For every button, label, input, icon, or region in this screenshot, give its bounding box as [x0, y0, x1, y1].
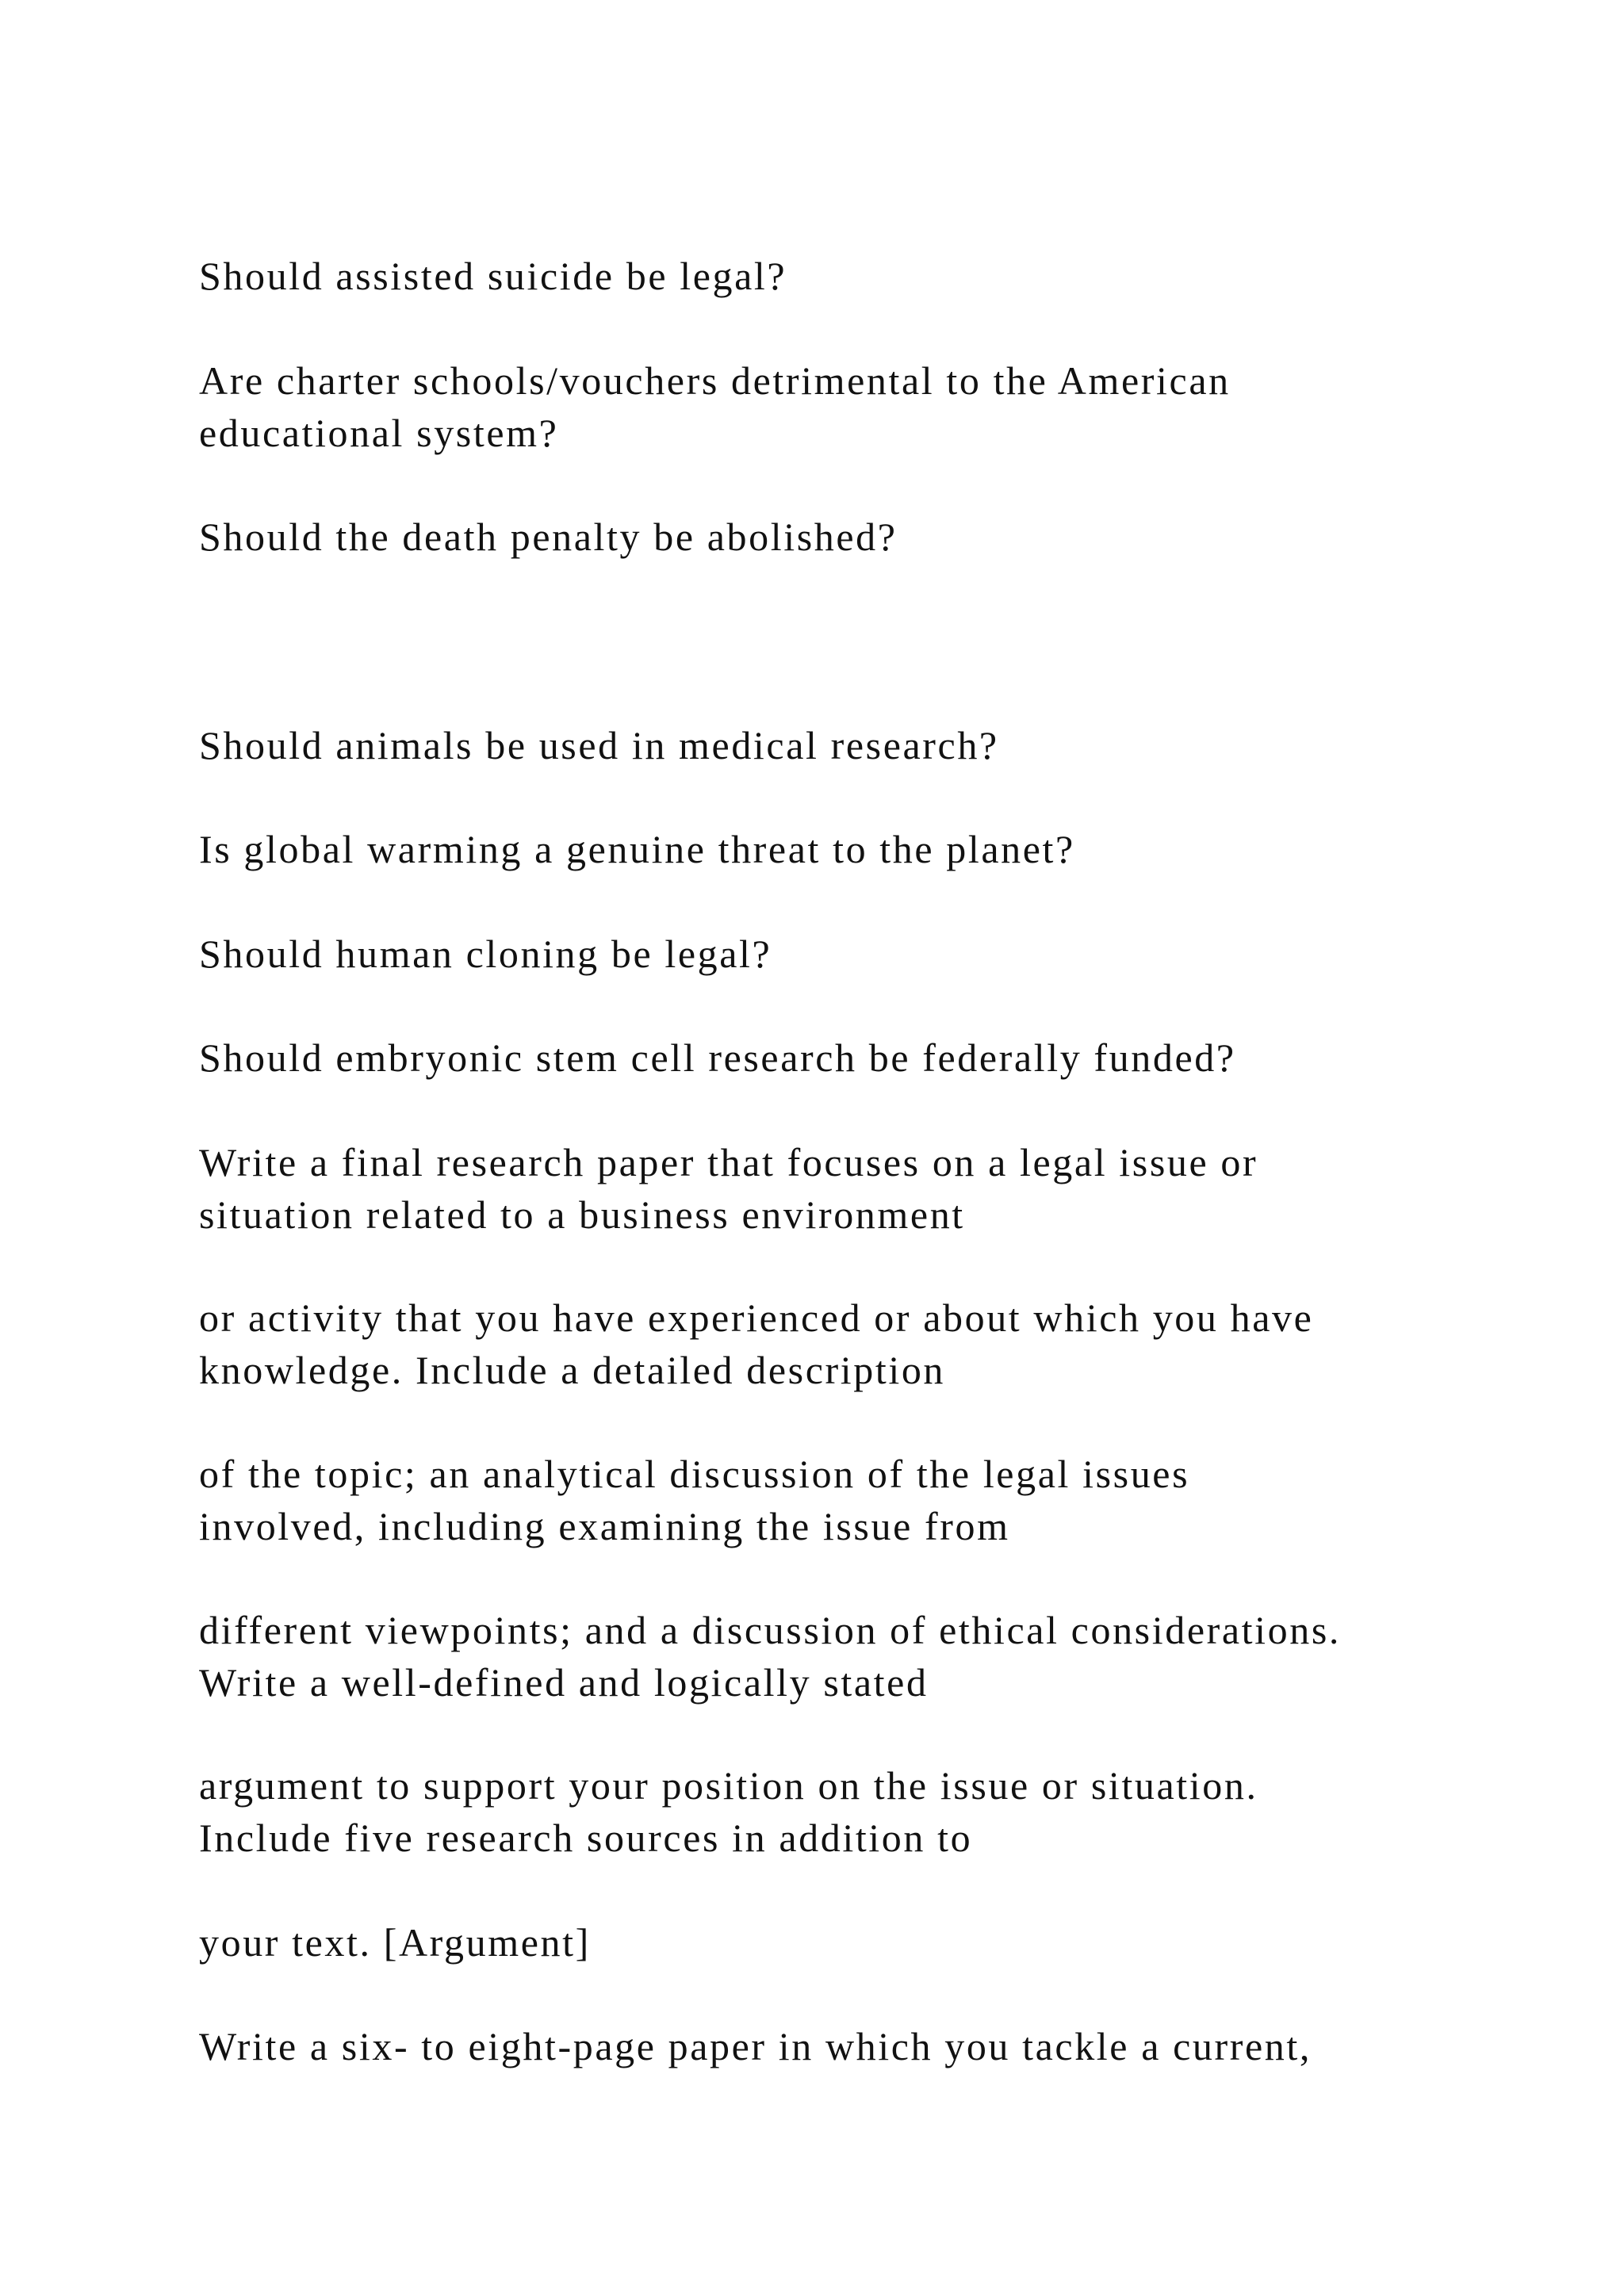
- text-line: argument to support your position on the issue or situation.: [199, 1763, 1258, 1808]
- text-line: Include five research sources in addition to: [199, 1816, 973, 1860]
- paragraph-human-cloning: [199, 928, 1547, 980]
- paragraph-animals-research: [199, 719, 1547, 771]
- paragraph-your-text: [199, 1916, 1547, 1969]
- text-line: Should embryonic stem cell research be federally funded?: [199, 1035, 1236, 1080]
- text-line: Should the death penalty be abolished?: [199, 515, 898, 559]
- paragraph-death-penalty: [199, 511, 1547, 563]
- text-line: knowledge. Include a detailed description: [199, 1348, 946, 1392]
- paragraph-argument: [199, 1759, 1547, 1864]
- text-line: Are charter schools/vouchers detrimental to the American: [199, 358, 1231, 403]
- text-line: involved, including examining the issue from: [199, 1504, 1010, 1548]
- paragraph-final-paper: [199, 1136, 1547, 1241]
- text-line: educational system?: [199, 411, 559, 455]
- paragraph-six-to-eight: [199, 2020, 1547, 2072]
- paragraph-activity: [199, 1292, 1547, 1396]
- paragraph-stem-cell: [199, 1031, 1547, 1084]
- paragraph-assisted-suicide: [199, 250, 1547, 302]
- paragraph-viewpoints: [199, 1604, 1547, 1709]
- text-line: your text. [Argument]: [199, 1920, 591, 1965]
- text-line: different viewpoints; and a discussion of ethical considerations.: [199, 1608, 1341, 1652]
- text-line: Should assisted suicide be legal?: [199, 254, 787, 298]
- text-line: Write a well-defined and logically stated: [199, 1660, 929, 1705]
- text-line: Write a six- to eight-page paper in which you tackle a current,: [199, 2024, 1312, 2068]
- paragraph-global-warming: [199, 823, 1547, 875]
- paragraph-charter-schools: [199, 354, 1547, 459]
- text-line: of the topic; an analytical discussion of the legal issues: [199, 1452, 1190, 1496]
- paragraph-topic: [199, 1448, 1547, 1552]
- text-line: Should animals be used in medical research?: [199, 723, 999, 767]
- text-line: or activity that you have experienced or about which you have: [199, 1295, 1314, 1340]
- text-line: situation related to a business environment: [199, 1192, 965, 1237]
- text-line: Should human cloning be legal?: [199, 932, 772, 976]
- text-line: Write a final research paper that focuses on a legal issue or: [199, 1140, 1258, 1184]
- text-line: Is global warming a genuine threat to the planet?: [199, 827, 1075, 871]
